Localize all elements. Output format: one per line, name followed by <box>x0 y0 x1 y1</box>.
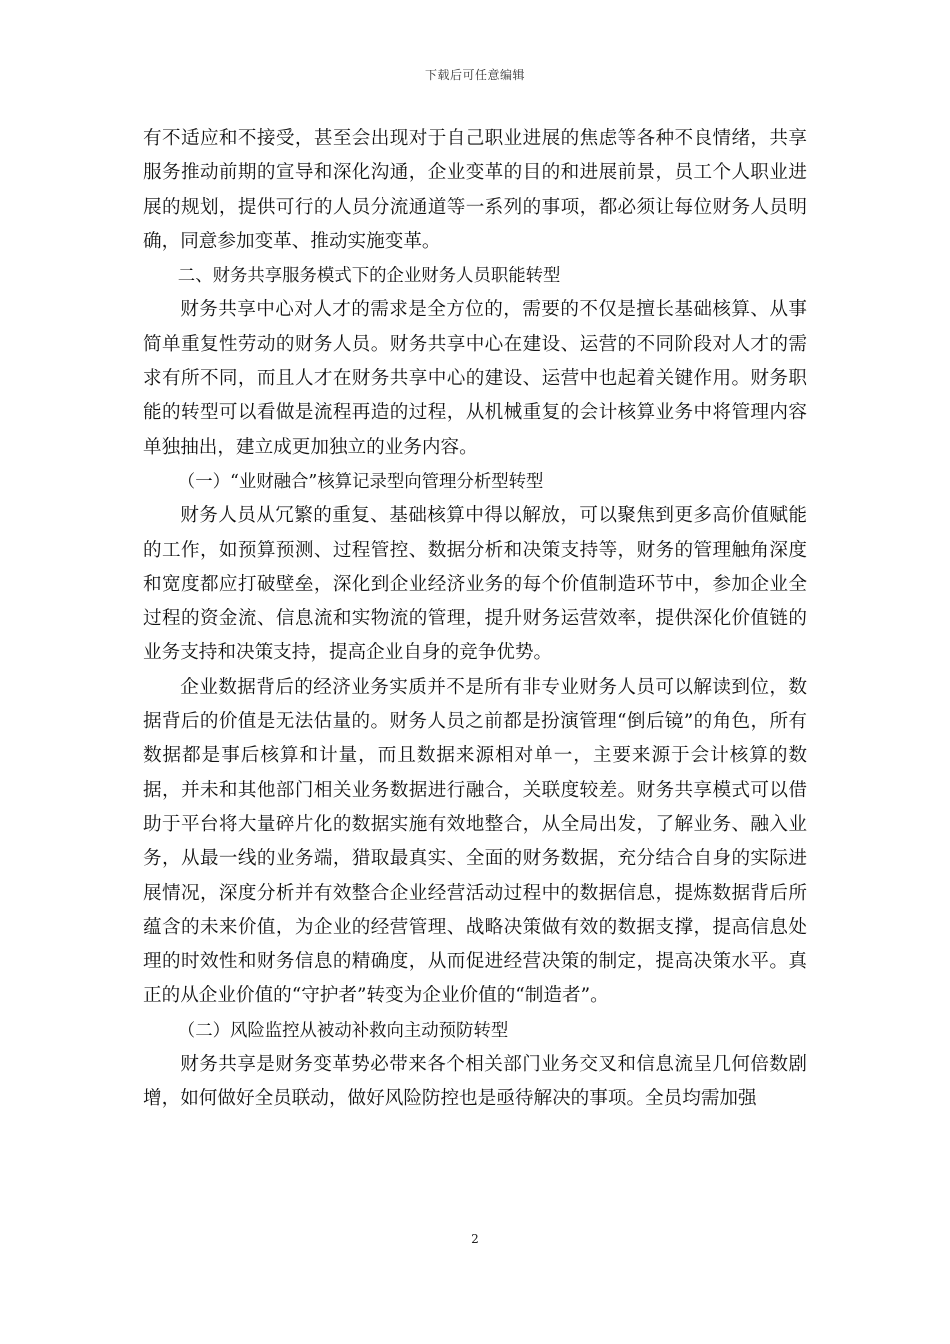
section-heading-2: 二、财务共享服务模式下的企业财务人员职能转型 <box>177 266 561 287</box>
paragraph-risk-control: 财务共享是财务变革势必带来各个相关部门业务交叉和信息流呈几何倍数剧增，如何做好全员联动，做好风险防控也是亟待解决的事项。全员均需加强 <box>143 1054 807 1110</box>
subsection-heading-1: （一）“业财融合”核算记录型向管理分析型转型 <box>177 471 544 492</box>
page-header: 下载后可任意编辑 <box>424 68 525 82</box>
paragraph-value-empowerment: 财务人员从冗繁的重复、基础核算中得以解放，可以聚焦到更多高价值赋能的工作，如预算预测、过程管控、数据分析和决策支持等，财务的管理触角深度和宽度都应打破壁垒，深化到企业经济业务的每个价值制造环节中，参加企业全过程的资金流、信息流和实物流的管理，提升财务运营效率，提供深化价值链的业务支持和决策支持，提高企业自身的竞争优势。 <box>143 505 807 664</box>
paragraph-data-value: 企业数据背后的经济业务实质并不是所有非专业财务人员可以解读到位，数据背后的价值是无法估量的。财务人员之前都是扮演管理“倒后镜”的角色，所有数据都是事后核算和计量，而且数据来源相对单一，主要来源于会计核算的数据，并未和其他部门相关业务数据进行融合，关联度较差。财务共享模式可以借助于平台将大量碎片化的数据实施有效地整合，从全局出发，了解业务、融入业务，从最一线的业务端，猎取最真实、全面的财务数据，充分结合自身的实际进展情况，深度分析并有效整合企业经营活动过程中的数据信息，提炼数据背后所蕴含的未来价值，为企业的经营管理、战略决策做有效的数据支撑，提高信息处理的时效性和财务信息的精确度，从而促进经营决策的制定，提高决策水平。真正的从企业价值的“守护者”转变为企业价值的“制造者”。 <box>143 676 807 1007</box>
document-body <box>143 122 807 1117</box>
paragraph-continuation: 有不适应和不接受，甚至会出现对于自己职业进展的焦虑等各种不良情绪，共享服务推动前期的宣导和深化沟通，企业变革的目的和进展前景，员工个人职业进展的规划，提供可行的人员分流通道等一系列的事项，都必须让每位财务人员明确，同意参加变革、推动实施变革。 <box>143 128 807 252</box>
page-number: 2 <box>471 1232 479 1246</box>
paragraph-talent-demand: 财务共享中心对人才的需求是全方位的，需要的不仅是擅长基础核算、从事简单重复性劳动的财务人员。财务共享中心在建设、运营的不同阶段对人才的需求有所不同，而且人才在财务共享中心的建设、运营中也起着关键作用。财务职能的转型可以看做是流程再造的过程，从机械重复的会计核算业务中将管理内容单独抽出，建立成更加独立的业务内容。 <box>143 299 807 458</box>
subsection-heading-2: （二）风险监控从被动补救向主动预防转型 <box>177 1020 509 1041</box>
